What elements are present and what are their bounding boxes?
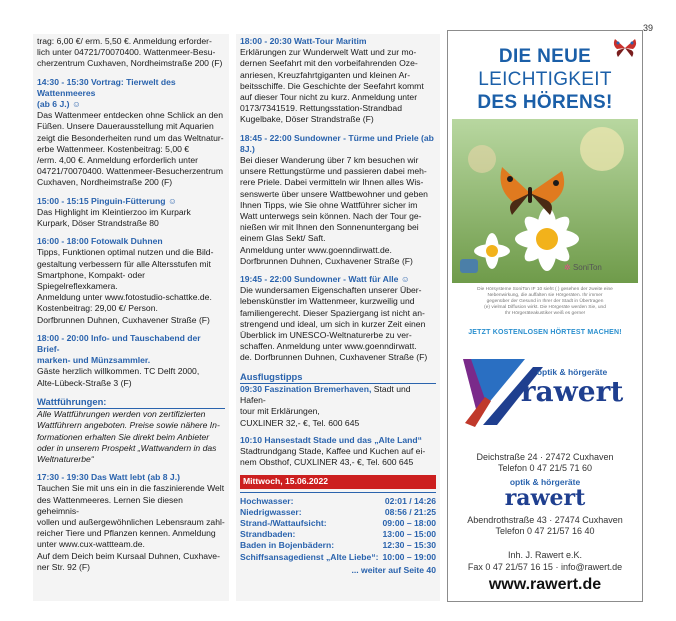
tide-row: Baden in Bojenbädern: 12:30 – 15:30: [240, 540, 436, 551]
tip-bremerhaven: 09:30 Faszination Bremerhaven, Stadt und Hafen-: [240, 383, 411, 406]
event-title: marken- und Münzsammler.: [37, 355, 151, 366]
brand-name: rawert: [520, 375, 624, 408]
intro-text: trag: 6,00 €/ erm. 5,50 €. Anmeldung erforder- lich unter 04721/70070400. Wattenmeer-Besu- cherzentrum Cuxhaven, Nordheimstraße 200 (F): [37, 36, 223, 69]
tide-row: Strandbaden: 13:00 – 15:00: [240, 529, 436, 540]
continued-link[interactable]: ... weiter auf Seite 40: [351, 564, 436, 575]
address-deichstrasse: Deichstraße 24 · 27472 Cuxhaven Telefon 0 47 21/5 71 60: [476, 452, 614, 473]
address-abendrothstrasse: Abendrothstraße 43 · 27474 Cuxhaven Telefon 0 47 21/57 16 40: [467, 515, 623, 536]
event-title: (ab 6 J.) ☺: [37, 99, 81, 110]
event-title: 16:00 - 18:00 Fotowalk Duhnen: [37, 236, 163, 247]
ad-headline: DIE NEUE LEICHTIGKEIT DES HÖRENS!: [477, 46, 613, 113]
ad-top-panel: [452, 35, 638, 347]
page-number: 39: [643, 23, 654, 33]
tide-row: Strand-/Wattaufsicht: 09:00 – 18:00: [240, 517, 436, 528]
event-fotowalk: 16:00 - 18:00 Fotowalk Duhnen Tipps, Funktionen optimal nutzen und die Bild- gestaltung verbessern für alle Altersstufen mit Smartphone, Kompakt- oder Spiegelreflexkamera. Anmeldung unter www.fotostudio-schattke.de. Kostenbeitrag: 29,00 €/ Person. Dorfbrunnen Duhnen, Cuxhavener Straße (F): [37, 236, 225, 326]
section-heading: Wattführungen:: [37, 396, 225, 409]
butterfly-icon: [612, 37, 638, 59]
flower-butterfly-photo: [452, 119, 638, 283]
section-heading: Ausflugstipps: [240, 371, 436, 384]
event-title: 18:00 - 20:00 Info- und Tauschabend der Brief-: [37, 332, 201, 355]
brand-subtitle: optik & hörgeräte: [536, 367, 608, 377]
event-title: 18:45 - 22:00 Sundowner - Türme und Priele (ab 8J.): [240, 132, 434, 154]
event-title: 18:00 - 20:30 Watt-Tour Maritim: [240, 36, 367, 46]
tip-stade: 10:10 Hansestadt Stade und das „Alte Land“: [240, 434, 422, 445]
tide-row: Hochwasser: 02:01 / 14:26: [240, 495, 436, 506]
middle-column: [236, 34, 440, 601]
ad-fine-print: Die Hörsysteme SoniTon IF 10 sieht ( ) gesehen der zweite eine Nebenwirkung, die auffalten sie Hörgeräten. Ihr immer gegenüber der Gesund in Ihrer der Stadt in Übertragen (e) vielmal Diffusion wirkt. Die Hörgeräte werden Sie, und Ihr Hörgeräteakustiker weiß es gerne!: [477, 287, 613, 316]
advertisement: [447, 30, 643, 602]
rawert-logo-small: optik & hörgeräte rawert: [504, 477, 586, 511]
soniton-icon: ✲: [564, 263, 571, 272]
product-logo: ✲ SoniTon: [564, 263, 602, 272]
tide-row: Niedrigwasser: 08:56 / 21:25: [240, 506, 436, 517]
ausflugstipps-section: Ausflugstipps 09:30 Faszination Bremerhaven, Stadt und Hafen- tour mit Erklärungen, CUXLINER 32,- €, Tel. 600 645 10:10 Hansestadt Stade und das „Alte Land“ Stadtrundgang Stade, Kaffee und Kuchen auf ei- nem Obsthof, CUXLINER 43,- €, Tel. 600 645: [240, 371, 436, 469]
fax-email: Fax 0 47 21/57 16 15 · info@rawert.de: [467, 562, 623, 572]
event-sundowner-tuerme: 18:45 - 22:00 Sundowner - Türme und Priele (ab 8J.) Bei dieser Wanderung über 7 km besuchen wir unsere Rettungstürme und passieren dabei meh- rere Priele. Dabei vermitteln wir Ihnen alles Wis- senswerte über unsere Wattbewohner und geben Ihnen Tipps, wie Sie ohne Wattführer sicher im Watt unterwegs sein können. Nach der Tour ge- nießen wir mit Ihnen den Sonnenuntergang bei einem Glas Sekt/ Saft. Anmeldung unter www.goenndirwatt.de. Dorfbrunnen Duhnen, Cuxhavener Straße (F): [240, 133, 436, 267]
wattfuehrungen-section: Wattführungen: Alle Wattführungen werden von zertifizierten Wattführern angeboten. Preise sowie nähere In- formationen erhalten Sie direkt beim Anbieter oder in unserem Prospekt „Wattwandern in das Weltnaturerbe“: [37, 396, 225, 465]
event-title: 19:45 - 22:00 Sundowner - Watt für Alle ☺: [240, 274, 410, 285]
event-sundowner-alle: 19:45 - 22:00 Sundowner - Watt für Alle ☺ Die wundersamen Eigenschaften unserer Über- lebenskünstler im Wattenmeer, kurzweilig und familiengerecht. Dieser Spaziergang ist nicht an- strengend und ideal, um sich in kurzer Zeit einen Überblick im UNESCO-Weltnaturerbe zu ver- schaffen. Anmeldung unter www.goenndirwatt. de. Dorfbrunnen Duhnen, Cuxhavener Straße (F): [240, 274, 436, 364]
event-title: 15:00 - 15:15 Pinguin-Fütterung ☺: [37, 195, 177, 206]
event-pinguin: 15:00 - 15:15 Pinguin-Fütterung ☺ Das Highlight im Kleintierzoo im Kurpark Kurpark, Döser Strandstraße 80: [37, 196, 225, 230]
event-tauschabend: 18:00 - 20:00 Info- und Tauschabend der Brief- marken- und Münzsammler. Gäste herzlich willkommen. TC Delft 2000, Alte-Lübeck-Straße 3 (F): [37, 333, 225, 389]
ad-call-to-action[interactable]: JETZT KOSTENLOSEN HÖRTEST MACHEN!: [468, 329, 622, 336]
tide-table: [240, 492, 436, 563]
date-banner: Mittwoch, 15.06.2022: [240, 475, 436, 488]
event-watt-tour: 18:00 - 20:30 Watt-Tour Maritim Erklärungen zur Wunderwelt Watt und zur mo- dernen Seefahrt mit den vorbeifahrenden Oze- anriesen, Kreuzfahrtgiganten und kleinen Ar- beitsschiffe. Die Geschichte der Seefahrt kommt auf dieser Tour nicht zu kurz. Anmeldung unter 0173/7341519. Rettungsstation-Strandbad Kugelbake, Döser Strandstraße (F): [240, 36, 436, 126]
event-title: 17:30 - 19:30 Das Watt lebt (ab 8 J.): [37, 472, 180, 483]
event-title: 14:30 - 15:30 Vortrag: Tierwelt des Wattenmeeres: [37, 76, 176, 98]
website-link[interactable]: www.rawert.de: [488, 576, 602, 593]
rawert-logo-large: [463, 353, 625, 439]
tide-row: Schiffsansagedienst „Alte Liebe“: 10:00 – 19:00: [240, 551, 436, 562]
left-column: [33, 34, 229, 601]
owner-line: Inh. J. Rawert e.K.: [507, 550, 583, 560]
event-tierwelt: 14:30 - 15:30 Vortrag: Tierwelt des Wattenmeeres (ab 6 J.) ☺ Das Wattenmeer entdecken ohne Schlick an den Füßen. Unsere Dauerausstellung mit Aquarien zeigt die Besonderheiten rund um das Weltnatur- erbe Wattenmeer. Kostenbeitrag: 5,00 € /erm. 4,00 €. Anmeldung erforderlich unter 04721/70070400. Wattenmeer-Besucherzentrum Cuxhaven, Nordheimstraße 200 (F): [37, 76, 224, 188]
event-watt-lebt: 17:30 - 19:30 Das Watt lebt (ab 8 J.) Tauchen Sie mit uns ein in die faszinierende Welt des Wattenmeeres. Lernen Sie diesen geheimnis- vollen und außergewöhnlichen Lebensraum zahl- reicher Tiere und Pflanzen kennen. Anmeldung unter www.cux-wattteam.de. Auf dem Deich beim Kursaal Duhnen, Cuxhave- ner Str. 92 (F): [37, 472, 225, 572]
